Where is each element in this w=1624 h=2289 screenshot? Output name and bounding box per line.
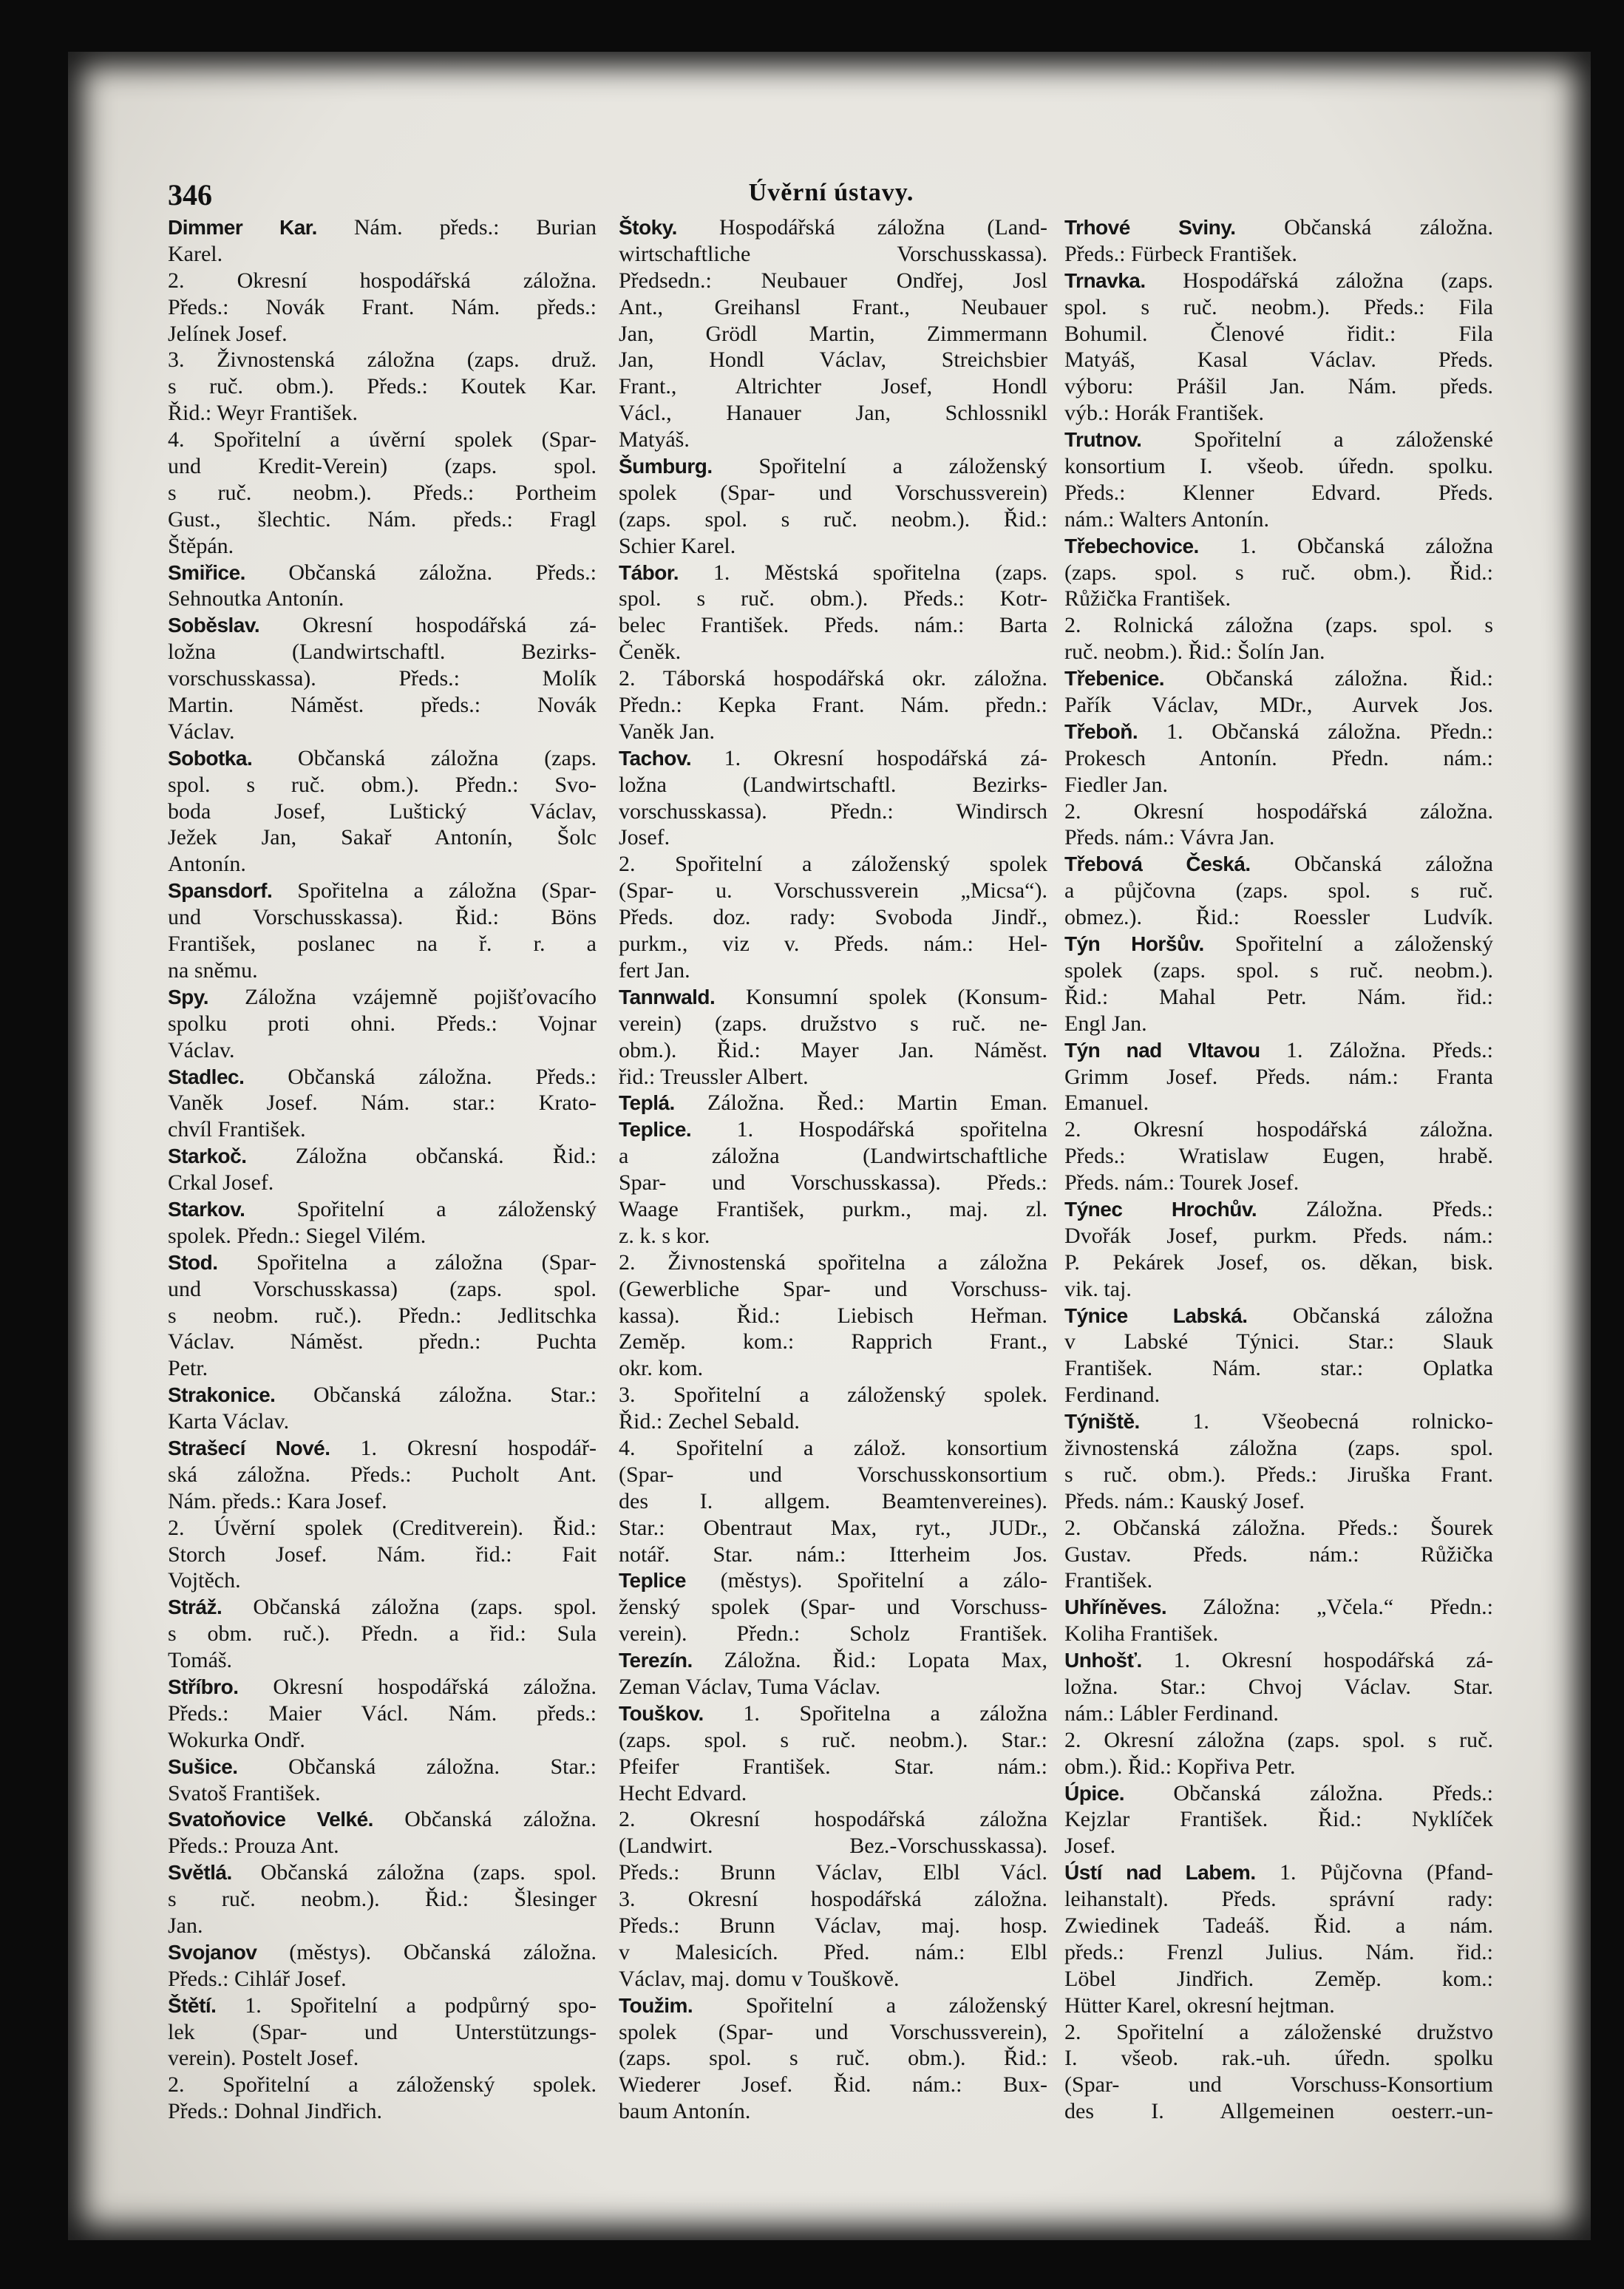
text-line: 2. Okresní hospodářská záložna. — [168, 268, 597, 293]
entry-heading: Třebová Česká. — [1064, 852, 1251, 876]
text-line: Wiederer Josef. Řid. nám.: Bux- — [619, 2072, 1047, 2098]
text-line: s neobm. ruč.). Předn.: Jedlitschka — [168, 1303, 597, 1328]
text-line: Gust., šlechtic. Nám. předs.: Fragl — [168, 506, 597, 532]
text-line: Úpice. Občanská záložna. Předs.: — [1064, 1780, 1493, 1805]
text-line: chvíl František. — [168, 1117, 306, 1142]
text-line: Spansdorf. Spořitelna a záložna (Spar- — [168, 878, 597, 903]
text-line: Řid.: Weyr František. — [168, 401, 359, 426]
text-line: Gustav. Předs. nám.: Růžička — [1064, 1542, 1493, 1567]
text-line: belec František. Předs. nám.: Barta — [619, 613, 1047, 638]
text-line: Týniště. 1. Všeobecná rolnicko- — [1064, 1409, 1493, 1434]
text-line: P. Pekárek Josef, os. děkan, bisk. — [1064, 1249, 1493, 1275]
text-line: Předs.: Dohnal Jindřich. — [168, 2099, 382, 2124]
entry-heading: Tábor. — [619, 560, 679, 584]
running-title: Úvěrní ústavy. — [748, 179, 914, 206]
text-line: Star.: Obentraut Max, ryt., JUDr., — [619, 1515, 1047, 1540]
entry-heading: Stod. — [168, 1250, 218, 1274]
text-line: Matyáš. — [619, 427, 690, 452]
text-line: Petr. — [168, 1356, 208, 1381]
text-line: Štěpán. — [168, 533, 234, 558]
text-line: Václav. — [168, 719, 235, 744]
text-line: 2. Občanská záložna. Předs.: Šourek — [1064, 1515, 1493, 1540]
text-line: Sobotka. Občanská záložna (zaps. — [168, 745, 597, 770]
text-line: Předsedn.: Neubauer Ondřej, Josl — [619, 268, 1047, 293]
text-line: (zaps. spol. s ruč. neobm.). Řid.: — [619, 506, 1047, 532]
text-line: 4. Spořitelní a zálož. konsortium — [619, 1435, 1047, 1460]
text-line: Spy. Záložna vzájemně pojišťovacího — [168, 984, 597, 1009]
text-line: Terezín. Záložna. Řid.: Lopata Max, — [619, 1648, 1047, 1673]
text-line: Čeněk. — [619, 640, 682, 665]
entry-heading: Týnice Labská. — [1064, 1303, 1248, 1327]
entry-heading: Terezín. — [619, 1649, 693, 1672]
text-line: spolek. Předn.: Siegel Vilém. — [168, 1223, 427, 1248]
page-number: 346 — [168, 178, 212, 211]
entry-heading: Třebenice. — [1064, 667, 1165, 691]
text-line: v Labské Týnici. Star.: Slauk — [1064, 1329, 1493, 1354]
text-line: Svatoš František. — [168, 1780, 321, 1805]
text-line: purkm., viz v. Předs. nám.: Hel- — [619, 932, 1047, 957]
text-column-3 — [1064, 214, 1493, 2125]
text-line: s ruč. neobm.). Řid.: Šlesinger — [168, 1887, 597, 1912]
entry-heading: Toužim. — [619, 1993, 693, 2017]
text-line: Tachov. 1. Okresní hospodářská zá- — [619, 745, 1047, 770]
text-line: Štětí. 1. Spořitelní a podpůrný spo- — [168, 1993, 597, 2018]
text-line: Storch Josef. Nám. řid.: Fait — [168, 1542, 597, 1567]
text-line: Předs.: Novák Frant. Nám. předs.: — [168, 294, 597, 319]
text-line: Světlá. Občanská záložna (zaps. spol. — [168, 1860, 597, 1885]
text-line: (Spar- und Vorschusskonsortium — [619, 1462, 1047, 1487]
text-line: Vojtěch. — [168, 1568, 241, 1593]
text-line: Předs. nám.: Vávra Jan. — [1064, 825, 1275, 850]
text-line: spol. s ruč. neobm.). Předs.: Fila — [1064, 294, 1493, 319]
text-line: des I. Allgemeinen oesterr.-un- — [1064, 2099, 1493, 2124]
text-line: 2. Okresní hospodářská záložna — [619, 1807, 1047, 1832]
text-line: okr. kom. — [619, 1356, 704, 1381]
entry-heading: Tannwald. — [619, 985, 716, 1008]
text-line: Sehnoutka Antonín. — [168, 586, 344, 611]
text-line: Vaněk Jan. — [619, 719, 715, 744]
entry-heading: Třebechovice. — [1064, 534, 1199, 557]
text-line: boda Josef, Luštický Václav, — [168, 798, 597, 824]
text-line: Svatoňovice Velké. Občanská záložna. — [168, 1807, 597, 1832]
text-line: Pařík Václav, MDr., Aurvek Jos. — [1064, 693, 1493, 718]
text-line: předs.: Frenzl Julius. Nám. řid.: — [1064, 1939, 1493, 1964]
text-line: 4. Spořitelní a úvěrní spolek (Spar- — [168, 427, 597, 452]
text-line: spolek (Spar- und Vorschussverein), — [619, 2019, 1047, 2044]
text-line: Růžička František. — [1064, 586, 1231, 611]
text-line: Jan, Hondl Václav, Streichsbier — [619, 347, 1047, 373]
text-line: 2. Spořitelní a záloženský spolek. — [168, 2072, 597, 2098]
text-line: Předs.: Fürbeck František. — [1064, 241, 1297, 266]
text-line: Soběslav. Okresní hospodářská zá- — [168, 613, 597, 638]
text-line: ložna (Landwirtschaftl. Bezirks- — [168, 640, 597, 665]
text-line: Kejzlar František. Řid.: Nyklíček — [1064, 1807, 1493, 1832]
text-line: Teplá. Záložna. Řed.: Martin Eman. — [619, 1091, 1047, 1116]
text-line: Svojanov (městys). Občanská záložna. — [168, 1939, 597, 1964]
text-line: Hecht Edvard. — [619, 1780, 747, 1805]
text-line: 2. Živnostenská spořitelna a záložna — [619, 1249, 1047, 1275]
text-line: Předs.: Wratislaw Eugen, hrabě. — [1064, 1144, 1493, 1169]
text-line: ložna (Landwirtschaftl. Bezirks- — [619, 772, 1047, 797]
text-line: nám.: Walters Antonín. — [1064, 506, 1270, 532]
text-line: Matyáš, Kasal Václav. Předs. — [1064, 347, 1493, 373]
text-line: Předs.: Klenner Edvard. Předs. — [1064, 480, 1493, 505]
text-line: Třebechovice. 1. Občanská záložna — [1064, 533, 1493, 558]
entry-heading: Úpice. — [1064, 1781, 1125, 1805]
text-line: verein) (zaps. družstvo s ruč. ne- — [619, 1011, 1047, 1036]
text-line: Dvořák Josef, purkm. Předs. nám.: — [1064, 1223, 1493, 1248]
text-line: Václ., Hanauer Jan, Schlossnikl — [619, 401, 1047, 426]
text-line: Martin. Náměst. předs.: Novák — [168, 693, 597, 718]
text-line: Ferdinand. — [1064, 1383, 1161, 1408]
text-line: Předs.: Maier Václ. Nám. předs.: — [168, 1700, 597, 1726]
text-line: Ježek Jan, Sakař Antonín, Šolc — [168, 825, 597, 850]
text-line: Předs.: Prouza Ant. — [168, 1834, 339, 1859]
text-line: Smiřice. Občanská záložna. Předs.: — [168, 560, 597, 585]
text-line: lek (Spar- und Unterstützungs- — [168, 2019, 597, 2044]
text-line: Zwiedinek Tadeáš. Řid. a nám. — [1064, 1913, 1493, 1938]
entry-heading: Stráž. — [168, 1595, 222, 1619]
text-line: spol. s ruč. obm.). Předn.: Svo- — [168, 772, 597, 797]
entry-heading: Sušice. — [168, 1754, 238, 1778]
text-line: spolek (zaps. spol. s ruč. neobm.). — [1064, 957, 1493, 983]
text-line: Starkoč. Záložna občanská. Řid.: — [168, 1144, 597, 1169]
text-line: Fiedler Jan. — [1064, 772, 1168, 797]
text-line: I. všeob. rak.-uh. úředn. spolku — [1064, 2046, 1493, 2071]
text-line: Tannwald. Konsumní spolek (Konsum- — [619, 984, 1047, 1009]
entry-heading: Šumburg. — [619, 455, 713, 478]
text-line: Tomáš. — [168, 1648, 233, 1673]
text-line: 2. Spořitelní a záloženské družstvo — [1064, 2019, 1493, 2044]
text-line: Jan, Grödl Martin, Zimmermann — [619, 321, 1047, 346]
entry-heading: Týn Horšův. — [1064, 932, 1204, 956]
text-line: (Spar- und Vorschuss-Konsortium — [1064, 2072, 1493, 2098]
entry-heading: Týn nad Vltavou — [1064, 1038, 1260, 1062]
text-line: Uhříněves. Záložna: „Včela.“ Předn.: — [1064, 1595, 1493, 1620]
text-line: Týn nad Vltavou 1. Záložna. Předs.: — [1064, 1037, 1494, 1062]
text-line: s ruč. neobm.). Předs.: Portheim — [168, 480, 597, 505]
text-line: 2. Okresní hospodářská záložna. — [1064, 798, 1493, 824]
text-line: 2. Táborská hospodářská okr. záložna. — [619, 666, 1047, 691]
text-line: Řid.: Zechel Sebald. — [619, 1409, 800, 1434]
text-line: (Landwirt. Bez.-Vorschusskassa). — [619, 1834, 1047, 1859]
entry-heading: Tachov. — [619, 746, 692, 770]
text-line: Tábor. 1. Městská spořitelna (zaps. — [619, 560, 1047, 585]
text-line: Třebenice. Občanská záložna. Řid.: — [1064, 666, 1493, 691]
text-line: z. k. s kor. — [619, 1223, 710, 1248]
text-line: des I. allgem. Beamtenvereines). — [619, 1488, 1047, 1513]
text-line: Václav, maj. domu v Touškově. — [619, 1966, 900, 1991]
text-line: ská záložna. Předs.: Pucholt Ant. — [168, 1462, 597, 1487]
entry-heading: Spansdorf. — [168, 879, 273, 903]
entry-heading: Smiřice. — [168, 560, 245, 584]
entry-heading: Soběslav. — [168, 614, 260, 637]
text-line: Předs. doz. rady: Svoboda Jindř., — [619, 905, 1047, 930]
entry-heading: Unhošť. — [1064, 1649, 1142, 1672]
text-line: s ruč. obm.). Předs.: Koutek Kar. — [168, 374, 597, 399]
text-line: Trnavka. Hospodářská záložna (zaps. — [1064, 268, 1493, 293]
text-line: Pfeifer František. Star. nám.: — [619, 1754, 1047, 1779]
text-line: kassa). Řid.: Liebisch Heřman. — [619, 1303, 1047, 1328]
entry-heading: Trutnov. — [1064, 428, 1142, 452]
text-line: vik. taj. — [1064, 1276, 1132, 1301]
text-line: baum Antonín. — [619, 2099, 751, 2124]
text-line: spolek (Spar- und Vorschussverein) — [619, 480, 1047, 505]
text-line: Předn.: Kepka Frant. Nám. předn.: — [619, 693, 1047, 718]
text-line: živnostenská záložna (zaps. spol. — [1064, 1435, 1493, 1460]
entry-heading: Teplice — [619, 1569, 686, 1593]
text-line: spol. s ruč. obm.). Předs.: Kotr- — [619, 586, 1047, 611]
entry-heading: Starkov. — [168, 1197, 245, 1221]
text-line: a půjčovna (zaps. spol. s ruč. — [1064, 878, 1493, 903]
text-line: Teplice. 1. Hospodářská spořitelna — [619, 1117, 1047, 1142]
text-line: Týnec Hrochův. Záložna. Předs.: — [1064, 1196, 1494, 1221]
text-line: 3. Okresní hospodářská záložna. — [619, 1887, 1047, 1912]
text-line: Spar- und Vorschusskassa). Předs.: — [619, 1170, 1047, 1196]
text-line: s obm. ruč.). Předn. a řid.: Sula — [168, 1621, 597, 1647]
text-line: spolku proti ohni. Předs.: Vojnar — [168, 1011, 597, 1036]
text-column-1 — [168, 214, 597, 2125]
text-line: Předs.: Brunn Václav, Elbl Václ. — [619, 1860, 1047, 1885]
text-line: ženský spolek (Spar- und Vorschuss- — [619, 1595, 1047, 1620]
entry-heading: Spy. — [168, 985, 209, 1008]
text-line: vorschusskassa). Předn.: Windirsch — [619, 798, 1047, 824]
text-line: Josef. — [1064, 1834, 1116, 1859]
entry-heading: Světlá. — [168, 1861, 232, 1885]
text-line: Engl Jan. — [1064, 1011, 1147, 1036]
text-line: konsortium I. všeob. úředn. spolku. — [1064, 454, 1493, 479]
text-line: obmez.). Řid.: Roessler Ludvík. — [1064, 905, 1493, 930]
entry-heading: Ústí nad Labem. — [1064, 1861, 1256, 1885]
text-line: Crkal Josef. — [168, 1170, 274, 1196]
text-line: fert Jan. — [619, 957, 690, 983]
text-line: Stříbro. Okresní hospodářská záložna. — [168, 1674, 597, 1699]
text-line: Ústí nad Labem. 1. Půjčovna (Pfand- — [1064, 1860, 1493, 1885]
text-line: Wokurka Ondř. — [168, 1727, 305, 1752]
text-line: Hütter Karel, okresní hejtman. — [1064, 1993, 1335, 2018]
text-line: Sušice. Občanská záložna. Star.: — [168, 1754, 597, 1779]
text-line: 3. Spořitelní a záloženský spolek. — [619, 1383, 1047, 1408]
text-line: František. — [1064, 1568, 1153, 1593]
text-line: wirtschaftliche Vorschusskassa). — [619, 241, 1047, 266]
text-column-2 — [619, 214, 1047, 2125]
text-line: 2. Spořitelní a záloženský spolek — [619, 852, 1047, 877]
text-line: Řid.: Mahal Petr. Nám. řid.: — [1064, 984, 1493, 1009]
text-line: Václav. Náměst. předn.: Puchta — [168, 1329, 597, 1354]
text-line: Waage František, purkm., maj. zl. — [619, 1196, 1047, 1221]
text-line: Koliha František. — [1064, 1621, 1219, 1647]
text-line: (Spar- u. Vorschussverein „Micsa“). — [619, 878, 1047, 903]
entry-heading: Touškov. — [619, 1701, 704, 1725]
text-line: Unhošť. 1. Okresní hospodářská zá- — [1064, 1648, 1493, 1673]
text-line: Stráž. Občanská záložna (zaps. spol. — [168, 1595, 597, 1620]
text-line: v Malesicích. Před. nám.: Elbl — [619, 1939, 1047, 1964]
text-line: Stadlec. Občanská záložna. Předs.: — [168, 1064, 597, 1089]
text-line: Schier Karel. — [619, 533, 736, 558]
entry-heading: Teplice. — [619, 1118, 692, 1142]
text-line: 2. Úvěrní spolek (Creditverein). Řid.: — [168, 1515, 597, 1540]
text-line: 2. Rolnická záložna (zaps. spol. s — [1064, 613, 1493, 638]
text-line: 2. Okresní záložna (zaps. spol. s ruč. — [1064, 1727, 1493, 1752]
text-line: Löbel Jindřich. Zeměp. kom.: — [1064, 1966, 1493, 1991]
text-line: und Kredit-Verein) (zaps. spol. — [168, 454, 597, 479]
text-line: Grimm Josef. Předs. nám.: Franta — [1064, 1064, 1493, 1089]
text-line: Třeboň. 1. Občanská záložna. Předn.: — [1064, 719, 1493, 744]
text-line: Touškov. 1. Spořitelna a záložna — [619, 1700, 1047, 1726]
text-line: Trhové Sviny. Občanská záložna. — [1064, 215, 1493, 240]
entry-heading: Týniště. — [1064, 1410, 1140, 1434]
text-line: Starkov. Spořitelní a záloženský — [168, 1196, 597, 1221]
text-line: verein). Postelt Josef. — [168, 2046, 359, 2071]
text-line: Týnice Labská. Občanská záložna — [1064, 1303, 1493, 1328]
text-line: Strašecí Nové. 1. Okresní hospodář- — [168, 1435, 597, 1460]
text-line: Nám. předs.: Kara Josef. — [168, 1488, 387, 1513]
text-line: vorschusskassa). Předs.: Molík — [168, 666, 597, 691]
entry-heading: Strašecí Nové. — [168, 1436, 330, 1459]
entry-heading: Trhové Sviny. — [1064, 216, 1236, 239]
text-line: und Vorschusskassa). Řid.: Böns — [168, 905, 597, 930]
text-line: (zaps. spol. s ruč. obm.). Řid.: — [619, 2046, 1047, 2071]
text-line: notář. Star. nám.: Itterheim Jos. — [619, 1542, 1047, 1567]
text-line: František, poslanec na ř. r. a — [168, 932, 597, 957]
text-line: Karel. — [168, 241, 223, 266]
entry-heading: Sobotka. — [168, 746, 253, 770]
entry-heading: Svatoňovice Velké. — [168, 1808, 373, 1831]
page-header — [168, 177, 1495, 214]
text-line: verein). Předn.: Scholz František. — [619, 1621, 1047, 1647]
text-line: František. Nám. star.: Oplatka — [1064, 1356, 1493, 1381]
text-line: Vaněk Josef. Nám. star.: Krato- — [168, 1091, 597, 1116]
text-line: Zeměp. kom.: Rapprich Frant., — [619, 1329, 1047, 1354]
entry-heading: Trnavka. — [1064, 268, 1146, 292]
text-line: Třebová Česká. Občanská záložna — [1064, 852, 1493, 877]
text-line: výboru: Prášil Jan. Nám. předs. — [1064, 374, 1493, 399]
entry-heading: Třeboň. — [1064, 719, 1138, 743]
text-line: leihanstalt). Předs. správní rady: — [1064, 1887, 1493, 1912]
entry-heading: Teplá. — [619, 1091, 675, 1115]
text-line: Šumburg. Spořitelní a záloženský — [619, 454, 1047, 479]
text-line: Předs.: Cihlář Josef. — [168, 1966, 347, 1991]
text-line: Týn Horšův. Spořitelní a záloženský — [1064, 932, 1494, 957]
entry-heading: Štoky. — [619, 216, 677, 239]
text-line: Jelínek Josef. — [168, 321, 288, 346]
entry-heading: Strakonice. — [168, 1383, 276, 1407]
text-line: Karta Václav. — [168, 1409, 290, 1434]
text-line: Stod. Spořitelna a záložna (Spar- — [168, 1249, 597, 1275]
entry-heading: Starkoč. — [168, 1144, 247, 1168]
text-line: Josef. — [619, 825, 670, 850]
entry-heading: Týnec Hrochův. — [1064, 1197, 1257, 1221]
text-line: Předs. nám.: Kauský Josef. — [1064, 1488, 1305, 1513]
text-line: Toužim. Spořitelní a záloženský — [619, 1993, 1047, 2018]
text-line: Zeman Václav, Tuma Václav. — [619, 1674, 881, 1699]
text-line: výb.: Horák František. — [1064, 401, 1264, 426]
text-line: Dimmer Kar. Nám. předs.: Burian — [168, 215, 597, 240]
entry-heading: Stříbro. — [168, 1675, 239, 1698]
text-line: 3. Živnostenská záložna (zaps. druž. — [168, 347, 597, 373]
text-line: ruč. neobm.). Řid.: Šolín Jan. — [1064, 640, 1325, 665]
text-line: a záložna (Landwirtschaftliche — [619, 1144, 1047, 1169]
text-line: na sněmu. — [168, 957, 258, 983]
text-line: Jan. — [168, 1913, 203, 1938]
text-line: (zaps. spol. s ruč. obm.). Řid.: — [1064, 560, 1493, 585]
text-line: 2. Okresní hospodářská záložna. — [1064, 1117, 1493, 1142]
text-line: Emanuel. — [1064, 1091, 1149, 1116]
text-line: Teplice (městys). Spořitelní a zálo- — [619, 1568, 1047, 1593]
entry-heading: Uhříněves. — [1064, 1595, 1167, 1619]
text-line: und Vorschusskassa) (zaps. spol. — [168, 1276, 597, 1301]
text-line: Frant., Altrichter Josef, Hondl — [619, 374, 1047, 399]
entry-heading: Stadlec. — [168, 1065, 245, 1088]
text-line: obm.). Řid.: Mayer Jan. Náměst. — [619, 1037, 1047, 1062]
text-line: (Gewerbliche Spar- und Vorschuss- — [619, 1276, 1047, 1301]
entry-heading: Svojanov — [168, 1940, 257, 1964]
entry-heading: Štětí. — [168, 1993, 217, 2017]
text-line: Václav. — [168, 1037, 235, 1062]
text-line: Antonín. — [168, 852, 246, 877]
text-line: Předs. nám.: Tourek Josef. — [1064, 1170, 1299, 1196]
text-line: (zaps. spol. s ruč. neobm.). Star.: — [619, 1727, 1047, 1752]
text-line: Bohumil. Členové řidit.: Fila — [1064, 321, 1493, 346]
text-line: Ant., Greihansl Frant., Neubauer — [619, 294, 1047, 319]
text-line: s ruč. obm.). Předs.: Jiruška Frant. — [1064, 1462, 1493, 1487]
text-line: nám.: Lábler Ferdinand. — [1064, 1700, 1279, 1726]
text-line: obm.). Řid.: Kopřiva Petr. — [1064, 1754, 1296, 1779]
text-line: ložna. Star.: Chvoj Václav. Star. — [1064, 1674, 1493, 1699]
text-line: Předs.: Brunn Václav, maj. hosp. — [619, 1913, 1047, 1938]
text-line: Strakonice. Občanská záložna. Star.: — [168, 1383, 597, 1408]
text-line: řid.: Treussler Albert. — [619, 1064, 809, 1089]
text-line: Štoky. Hospodářská záložna (Land- — [619, 215, 1047, 240]
text-line: Trutnov. Spořitelní a záloženské — [1064, 427, 1493, 452]
text-line: Prokesch Antonín. Předn. nám.: — [1064, 745, 1493, 770]
entry-heading: Dimmer Kar. — [168, 216, 317, 239]
